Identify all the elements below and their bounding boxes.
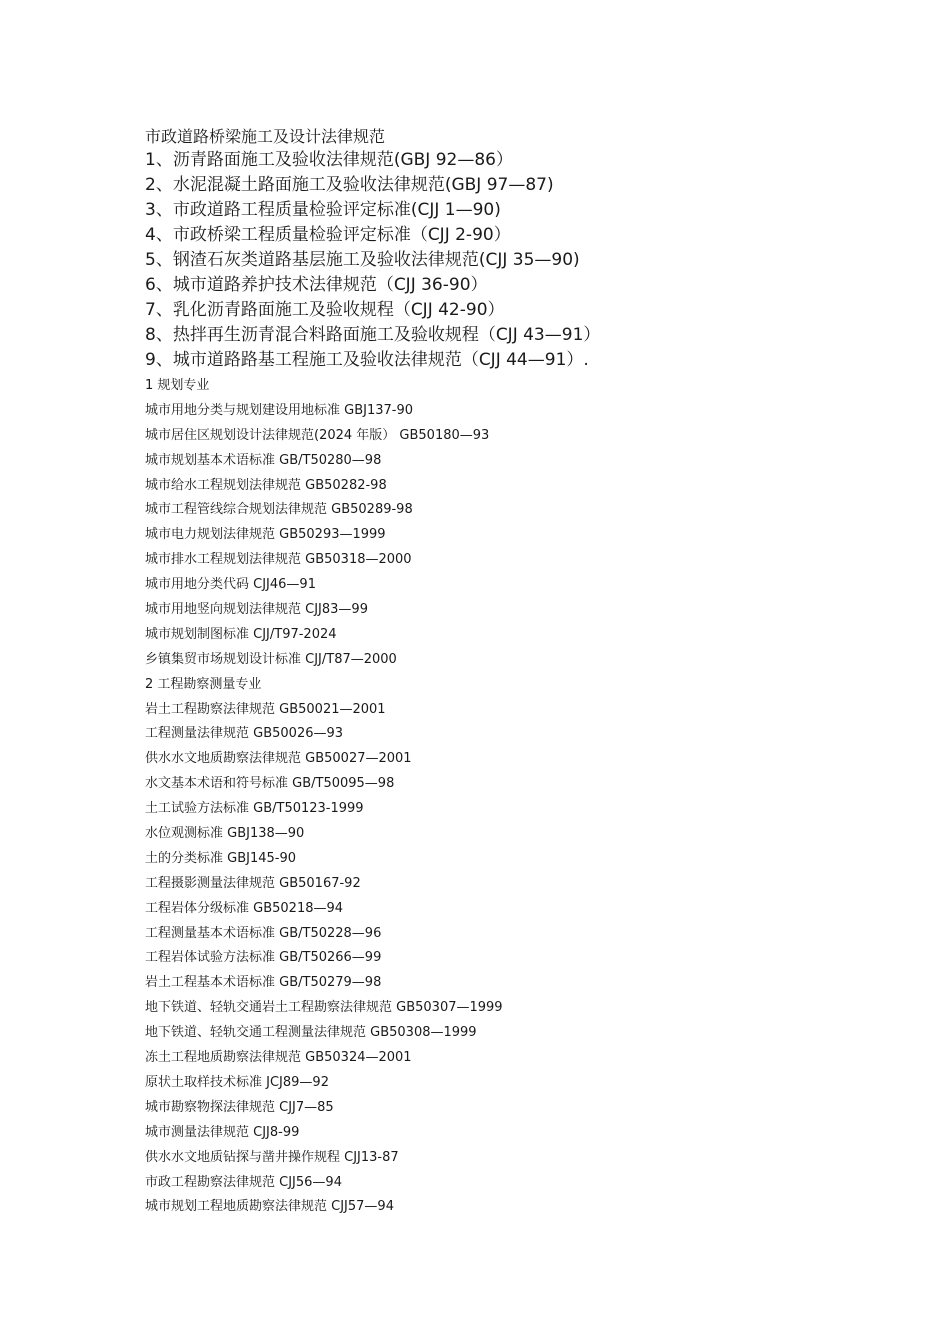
standard-item: 工程岩体分级标准 GB50218—94	[145, 900, 344, 916]
main-standard-item: 8、热拌再生沥青混合料路面施工及验收规程（CJJ 43—91）	[145, 325, 601, 345]
main-standards-list	[145, 148, 905, 373]
standard-item: 乡镇集贸市场规划设计标准 CJJ/T87—2000	[145, 651, 397, 667]
standard-item: 城市工程管线综合规划法律规范 GB50289-98	[145, 502, 413, 518]
standard-item: 城市规划工程地质勘察法律规范 CJJ57—94	[145, 1199, 394, 1215]
standard-item: 城市给水工程规划法律规范 GB50282-98	[145, 477, 387, 493]
standard-item: 岩土工程勘察法律规范 GB50021—2001	[145, 701, 386, 717]
standard-item: 水文基本术语和符号标准 GB/T50095—98	[145, 776, 395, 792]
main-standard-item: 7、乳化沥青路面施工及验收规程（CJJ 42-90）	[145, 300, 505, 320]
standard-item: 城市用地竖向规划法律规范 CJJ83—99	[145, 602, 368, 618]
section-heading: 2 工程勘察测量专业	[145, 676, 262, 692]
standard-item: 工程测量基本术语标准 GB/T50228—96	[145, 925, 382, 941]
main-standard-item: 6、城市道路养护技术法律规范（CJJ 36-90）	[145, 275, 488, 295]
standard-item: 土的分类标准 GBJ145-90	[145, 850, 297, 866]
standard-item: 城市用地分类代码 CJJ46—91	[145, 577, 316, 593]
standard-item: 城市勘察物探法律规范 CJJ7—85	[145, 1099, 334, 1115]
document-page	[145, 126, 905, 1220]
standard-item: 城市电力规划法律规范 GB50293—1999	[145, 527, 386, 543]
section-heading: 1 规划专业	[145, 378, 210, 393]
document-title: 市政道路桥梁施工及设计法律规范	[145, 127, 386, 146]
main-standard-item: 2、水泥混凝土路面施工及验收法律规范(GBJ 97—87)	[145, 175, 554, 195]
standard-item: 水位观测标准 GBJ138—90	[145, 826, 305, 842]
standard-item: 城市用地分类与规划建设用地标准 GBJ137-90	[145, 402, 414, 418]
main-standard-item: 5、钢渣石灰类道路基层施工及验收法律规范(CJJ 35—90)	[145, 250, 580, 270]
standard-item: 市政工程勘察法律规范 CJJ56—94	[145, 1174, 342, 1190]
standard-item: 工程岩体试验方法标准 GB/T50266—99	[145, 950, 382, 966]
standard-item: 城市规划制图标准 CJJ/T97-2024	[145, 626, 337, 642]
standard-item: 土工试验方法标准 GB/T50123-1999	[145, 801, 364, 817]
standard-item: 工程测量法律规范 GB50026—93	[145, 726, 344, 742]
standard-item: 城市排水工程规划法律规范 GB50318—2000	[145, 552, 412, 568]
standard-item: 城市居住区规划设计法律规范(2024 年版） GB50180—93	[145, 427, 490, 443]
standard-item: 工程摄影测量法律规范 GB50167-92	[145, 875, 361, 891]
main-standard-item: 1、沥青路面施工及验收法律规范(GBJ 92—86）	[145, 150, 513, 170]
standard-item: 地下铁道、轻轨交通工程测量法律规范 GB50308—1999	[145, 1025, 477, 1041]
main-standard-item: 3、市政道路工程质量检验评定标准(CJJ 1—90)	[145, 200, 501, 220]
standard-item: 岩土工程基本术语标准 GB/T50279—98	[145, 975, 382, 991]
main-standard-item: 4、市政桥梁工程质量检验评定标准（CJJ 2-90）	[145, 225, 511, 245]
standard-item: 供水水文地质勘察法律规范 GB50027—2001	[145, 751, 412, 767]
standard-item: 原状土取样技术标准 JCJ89—92	[145, 1074, 329, 1090]
standard-item: 城市测量法律规范 CJJ8-99	[145, 1124, 300, 1140]
standard-item: 供水水文地质钻探与凿井操作规程 CJJ13-87	[145, 1149, 399, 1165]
main-standard-item: 9、城市道路路基工程施工及验收法律规范（CJJ 44—91）.	[145, 350, 589, 370]
standard-item: 冻土工程地质勘察法律规范 GB50324—2001	[145, 1050, 412, 1066]
standard-item: 地下铁道、轻轨交通岩土工程勘察法律规范 GB50307—1999	[145, 1000, 503, 1016]
standard-item: 城市规划基本术语标准 GB/T50280—98	[145, 452, 382, 468]
specialty-standards-list	[145, 374, 905, 1220]
